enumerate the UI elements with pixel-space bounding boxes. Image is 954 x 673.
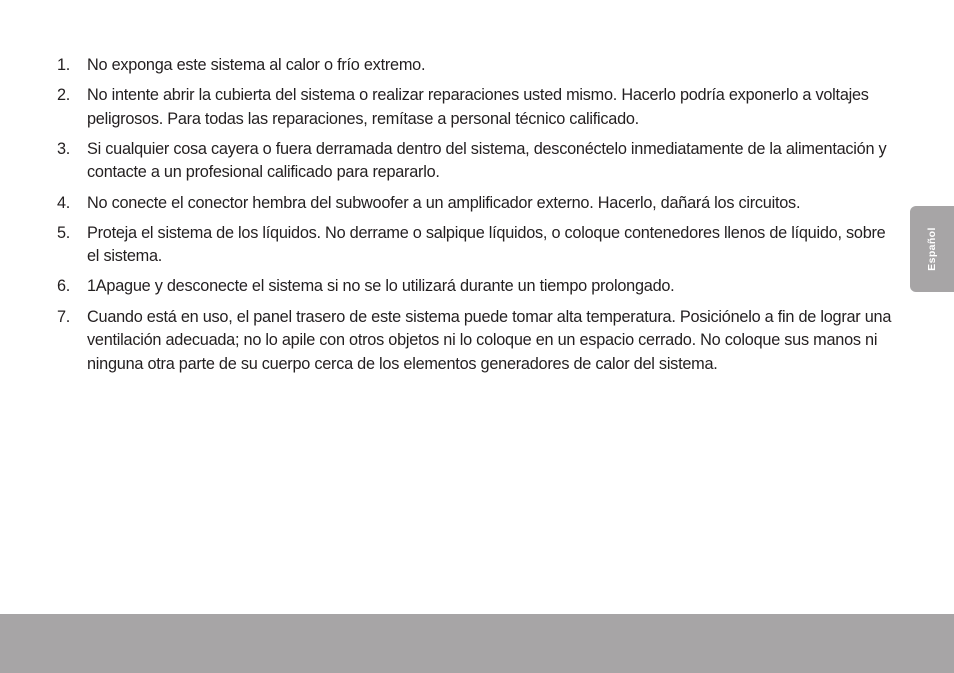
safety-instructions-list xyxy=(0,54,954,383)
footer-bar xyxy=(0,614,954,673)
item-number: 3. xyxy=(57,139,71,158)
list-item xyxy=(0,192,897,216)
item-text: No intente abrir la cubierta del sistema o realizar reparaciones usted mismo. Hacerlo podría exponerlo a voltajes peligrosos. Para todas las reparaciones, remítase a personal técnico calificado. xyxy=(87,86,869,128)
item-number: 7. xyxy=(57,307,71,326)
item-number: 4. xyxy=(57,193,71,212)
list-item xyxy=(0,222,897,269)
item-number: 1. xyxy=(57,56,71,74)
item-text: 1Apague y desconecte el sistema si no se lo utilizará durante un tiempo prolongado. xyxy=(87,277,675,296)
item-text: Proteja el sistema de los líquidos. No derrame o salpique líquidos, o coloque contenedores llenos de líquido, sobre el sistema. xyxy=(87,223,886,266)
list-item xyxy=(0,84,897,131)
item-text: No exponga este sistema al calor o frío extremo. xyxy=(87,56,426,74)
list-item xyxy=(0,138,897,185)
item-text: Cuando está en uso, el panel trasero de este sistema puede tomar alta temperatura. Posiciónelo a fin de lograr una ventilación adecuada; no lo apile con otros objetos ni lo coloque en un espacio cerrado. No coloque sus manos ni ninguna otra parte de su cuerpo cerca de los elementos generadores de calor del sistema. xyxy=(87,307,892,373)
list-item xyxy=(0,275,897,299)
item-text: No conecte el conector hembra del subwoofer a un amplificador externo. Hacerlo, dañará los circuitos. xyxy=(87,193,801,212)
language-tab xyxy=(910,206,954,292)
list-item xyxy=(0,306,897,377)
list-item xyxy=(0,54,897,78)
item-text: Si cualquier cosa cayera o fuera derramada dentro del sistema, desconéctelo inmediatamente de la alimentación y contacte a un profesional calificado para repararlo. xyxy=(87,139,887,182)
item-number: 6. xyxy=(57,277,71,296)
language-tab-label: Español xyxy=(926,227,938,271)
item-number: 2. xyxy=(57,86,71,105)
item-number: 5. xyxy=(57,223,71,242)
